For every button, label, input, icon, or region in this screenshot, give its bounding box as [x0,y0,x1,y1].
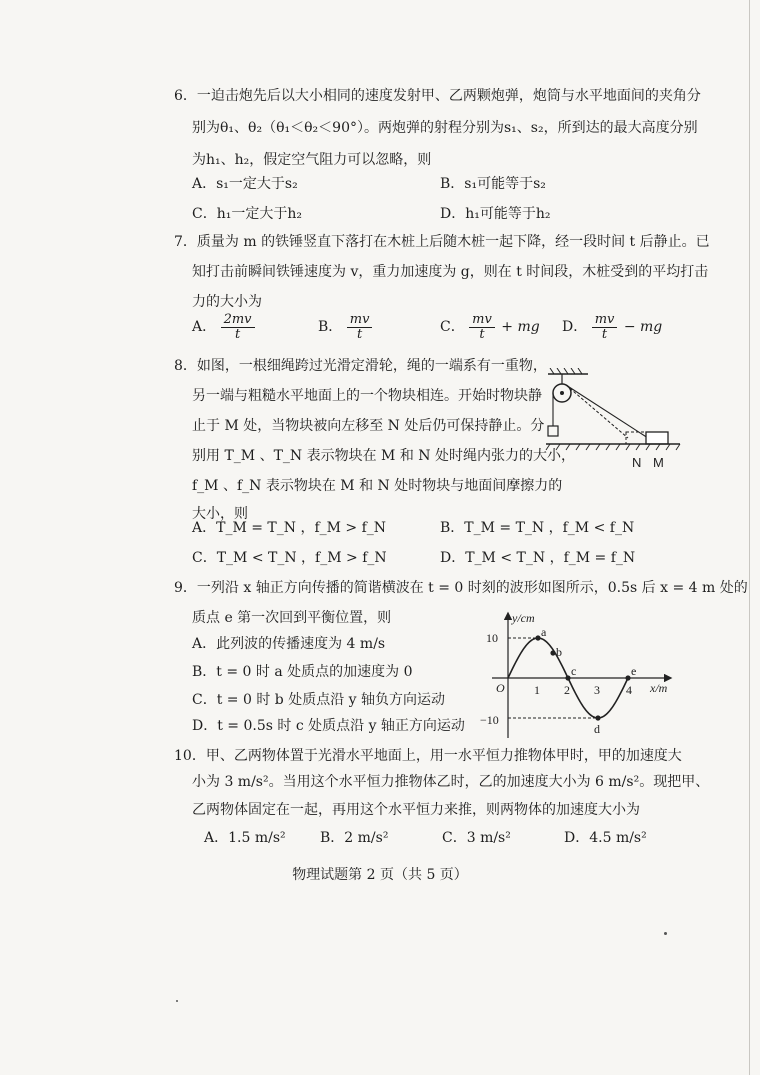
y-tick-minus-10: −10 [480,713,499,727]
q7-option-b-denominator: t [356,326,363,342]
point-e-label: e [631,664,637,678]
point-b-label: b [556,645,562,659]
q9-option-d: D．t = 0.5s 时 c 处质点沿 y 轴正方向运动 [192,718,465,734]
q6-line-1: 6．一迫击炮先后以大小相同的速度发射甲、乙两颗炮弹，炮筒与水平地面间的夹角分 [174,88,701,104]
label-n: N [632,455,642,470]
q7-option-c-fraction [469,313,495,342]
q10-option-a: A．1.5 m/s² [204,830,286,846]
point-d [595,715,600,720]
y-axis-label: y/cm [512,611,535,625]
q7-option-c-extra: + mg [501,319,540,335]
q7-option-d-label: D． [562,319,588,335]
q7-option-a-fraction [221,313,255,342]
q7-option-c-numerator: mv [469,313,495,328]
q8-line-1: 8．如图，一根细绳跨过光滑定滑轮，绳的一端系有一重物， [174,358,547,374]
q7-line-2: 知打击前瞬间铁锤速度为 v，重力加速度为 g，则在 t 时间段，木桩受到的平均打击 [192,264,709,280]
ground-surface [546,444,680,450]
q6-option-d: D．h₁可能等于h₂ [440,206,551,222]
q7-line-1: 7．质量为 m 的铁锤竖直下落打在木桩上后随木桩一起下降，经一段时间 t 后静止。已 [174,234,710,250]
ceiling-support [548,368,588,384]
q7-option-d-denominator: t [601,326,608,342]
q7-option-a-denominator: t [234,326,241,342]
point-a [535,635,540,640]
page-footer: 物理试题第 2 页（共 5 页） [292,867,468,883]
q7-option-d-extra: − mg [623,319,663,335]
q7-option-a-label: A． [192,319,217,335]
q8-line-6: 大小，则 [192,506,248,522]
q7-option-b-label: B． [318,319,343,335]
q8-option-c: C．T_M < T_N ，f_M > f_N [192,550,387,566]
y-tick-10: 10 [486,631,498,645]
x-tick-4: 4 [626,683,632,697]
rope-to-n [566,385,628,438]
point-c [565,675,570,680]
hanging-weight [548,426,558,436]
q6-line-2: 别为θ₁、θ₂（θ₁＜θ₂＜90°）。两炮弹的射程分别为s₁、s₂，所到达的最大高度分别 [192,120,698,136]
scan-speck [176,1000,178,1002]
origin-label: O [496,681,505,695]
q7-option-b-numerator: mv [347,313,373,328]
q7-option-d-numerator: mv [592,313,618,328]
block-at-n [626,432,648,444]
point-d-label: d [594,722,600,736]
x-tick-2: 2 [564,683,570,697]
q10-option-c: C．3 m/s² [442,830,511,846]
point-a-label: a [541,625,547,639]
q9-option-a: A．此列波的传播速度为 4 m/s [192,636,386,652]
q7-option-c-denominator: t [479,326,485,342]
q10-line-3: 乙两物体固定在一起，再用这个水平恒力来推，则两物体的加速度大小为 [192,802,640,818]
q6-option-a: A．s₁一定大于s₂ [192,176,298,192]
q8-line-5: f_M 、f_N 表示物块在 M 和 N 处时物块与地面间摩擦力的 [192,478,563,494]
q7-option-d-fraction [592,313,618,342]
q7-option-b [318,312,372,342]
q8-pulley-diagram [540,368,690,476]
q10-line-1: 10．甲、乙两物体置于光滑水平地面上，用一水平恒力推物体甲时，甲的加速度大 [174,748,682,764]
q8-option-b: B．T_M = T_N ，f_M < f_N [440,520,635,536]
q7-option-b-fraction [347,313,373,342]
point-b [550,650,555,655]
q10-line-2: 小为 3 m/s²。当用这个水平恒力推物体乙时，乙的加速度大小为 6 m/s²。现把甲、 [192,774,710,790]
label-m: M [653,455,664,470]
q8-option-a: A．T_M = T_N ，f_M > f_N [192,520,387,536]
q7-option-a-numerator: 2mv [221,313,255,328]
q6-option-c: C．h₁一定大于h₂ [192,206,302,222]
rope-to-m [566,385,648,438]
scan-edge-line [749,0,750,1075]
block-at-m [646,432,668,444]
pulley-axle [560,391,564,395]
q8-line-4: 别用 T_M 、T_N 表示物块在 M 和 N 处时绳内张力的大小， [192,448,575,464]
x-axis-label: x/m [650,681,668,695]
q9-option-c: C．t = 0 时 b 处质点沿 y 轴负方向运动 [192,692,445,708]
x-tick-1: 1 [534,683,540,697]
q6-line-3: 为h₁、h₂，假定空气阻力可以忽略，则 [192,152,432,168]
q7-option-a [192,312,255,342]
q9-line-1: 9．一列沿 x 轴正方向传播的简谐横波在 t = 0 时刻的波形如图所示，0.5s 后 x = 4 m 处的 [174,580,748,596]
q7-option-d [562,312,662,342]
q10-option-b: B．2 m/s² [320,830,389,846]
q8-option-d: D．T_M < T_N ，f_M = f_N [440,550,636,566]
q8-line-3: 止于 M 处，当物块被向左移至 N 处后仍可保持静止。分 [192,418,545,434]
q7-line-3: 力的大小为 [192,294,262,310]
point-e [625,675,630,680]
q10-option-d: D．4.5 m/s² [564,830,647,846]
q9-line-2: 质点 e 第一次回到平衡位置，则 [192,610,392,626]
q7-option-c [440,312,540,342]
q9-wave-graph [470,608,680,743]
x-tick-3: 3 [594,683,600,697]
q6-option-b: B．s₁可能等于s₂ [440,176,546,192]
q7-option-c-label: C． [440,319,465,335]
q8-line-2: 另一端与粗糙水平地面上的一个物块相连。开始时物块静 [192,388,542,404]
q9-option-b: B．t = 0 时 a 处质点的加速度为 0 [192,664,413,680]
scan-speck [664,932,667,935]
point-c-label: c [571,664,577,678]
